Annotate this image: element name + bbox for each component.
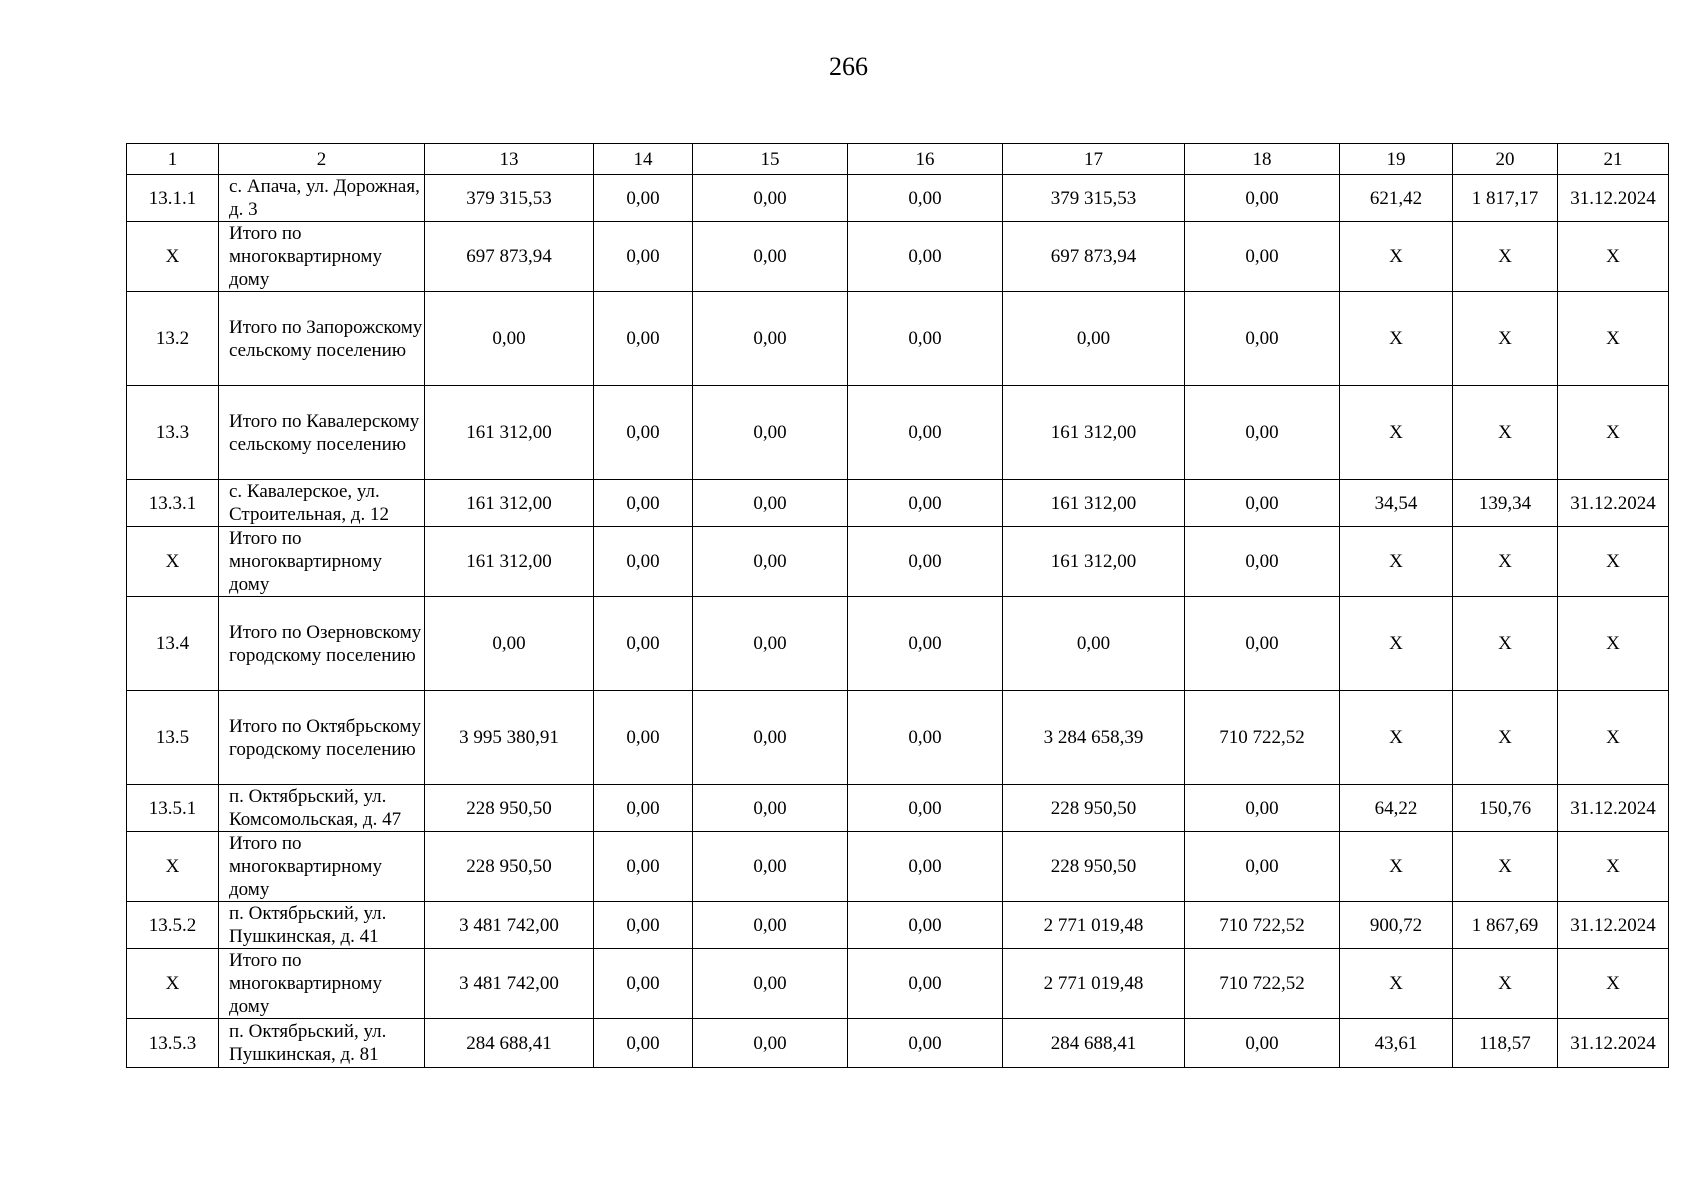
cell-col-20: Х: [1453, 292, 1558, 386]
cell-col-16: 0,00: [848, 222, 1003, 292]
cell-col-14: 0,00: [594, 785, 693, 832]
cell-col-13: 161 312,00: [425, 480, 594, 527]
row-number: 13.1.1: [127, 175, 219, 222]
cell-col-17: 284 688,41: [1003, 1019, 1185, 1068]
row-number: Х: [127, 832, 219, 902]
row-number: 13.2: [127, 292, 219, 386]
cell-col-13: 3 481 742,00: [425, 949, 594, 1019]
cell-col-20: Х: [1453, 597, 1558, 691]
table-row: [127, 691, 1669, 785]
table-row: [127, 785, 1669, 832]
cell-col-15: 0,00: [693, 386, 848, 480]
object-name: Итого по Октябрьскому городскому поселению: [219, 691, 425, 785]
cell-col-21: 31.12.2024: [1558, 785, 1669, 832]
row-number: 13.3: [127, 386, 219, 480]
cell-col-20: 118,57: [1453, 1019, 1558, 1068]
cell-col-16: 0,00: [848, 386, 1003, 480]
cell-col-18: 0,00: [1185, 480, 1340, 527]
cell-col-18: 0,00: [1185, 292, 1340, 386]
cell-col-15: 0,00: [693, 222, 848, 292]
cell-col-14: 0,00: [594, 691, 693, 785]
cell-col-21: Х: [1558, 949, 1669, 1019]
cell-col-15: 0,00: [693, 480, 848, 527]
cell-col-20: 1 867,69: [1453, 902, 1558, 949]
cell-col-21: Х: [1558, 386, 1669, 480]
cell-col-18: 0,00: [1185, 222, 1340, 292]
cell-col-20: 150,76: [1453, 785, 1558, 832]
cell-col-18: 710 722,52: [1185, 691, 1340, 785]
object-name: Итого по Кавалерскому сельскому поселению: [219, 386, 425, 480]
cell-col-14: 0,00: [594, 480, 693, 527]
table-row: [127, 949, 1669, 1019]
cell-col-21: 31.12.2024: [1558, 1019, 1669, 1068]
object-name: Итого по многоквартирному дому: [219, 222, 425, 292]
table-row: [127, 480, 1669, 527]
object-name: с. Апача, ул. Дорожная, д. 3: [219, 175, 425, 222]
cell-col-20: Х: [1453, 949, 1558, 1019]
cell-col-18: 0,00: [1185, 527, 1340, 597]
table-row: [127, 386, 1669, 480]
cell-col-16: 0,00: [848, 902, 1003, 949]
cell-col-19: Х: [1340, 691, 1453, 785]
cell-col-16: 0,00: [848, 175, 1003, 222]
cell-col-14: 0,00: [594, 1019, 693, 1068]
cell-col-17: 3 284 658,39: [1003, 691, 1185, 785]
cell-col-16: 0,00: [848, 527, 1003, 597]
cell-col-19: Х: [1340, 527, 1453, 597]
cell-col-17: 697 873,94: [1003, 222, 1185, 292]
cell-col-19: Х: [1340, 832, 1453, 902]
cell-col-19: Х: [1340, 597, 1453, 691]
cell-col-21: Х: [1558, 222, 1669, 292]
row-number: Х: [127, 949, 219, 1019]
cell-col-13: 3 995 380,91: [425, 691, 594, 785]
column-header: 18: [1185, 144, 1340, 175]
cell-col-21: 31.12.2024: [1558, 175, 1669, 222]
cell-col-14: 0,00: [594, 386, 693, 480]
object-name: п. Октябрьский, ул. Комсомольская, д. 47: [219, 785, 425, 832]
cell-col-18: 0,00: [1185, 597, 1340, 691]
cell-col-16: 0,00: [848, 949, 1003, 1019]
cell-col-19: Х: [1340, 949, 1453, 1019]
column-header: 14: [594, 144, 693, 175]
cell-col-13: 0,00: [425, 597, 594, 691]
cell-col-21: 31.12.2024: [1558, 480, 1669, 527]
row-number: 13.5.1: [127, 785, 219, 832]
cell-col-14: 0,00: [594, 292, 693, 386]
column-header: 19: [1340, 144, 1453, 175]
table-row: [127, 175, 1669, 222]
row-number: 13.4: [127, 597, 219, 691]
row-number: Х: [127, 527, 219, 597]
cell-col-20: Х: [1453, 222, 1558, 292]
object-name: Итого по многоквартирному дому: [219, 949, 425, 1019]
cell-col-16: 0,00: [848, 691, 1003, 785]
object-name: Итого по многоквартирному дому: [219, 832, 425, 902]
cell-col-13: 3 481 742,00: [425, 902, 594, 949]
cell-col-13: 161 312,00: [425, 386, 594, 480]
cell-col-16: 0,00: [848, 480, 1003, 527]
cell-col-15: 0,00: [693, 527, 848, 597]
object-name: п. Октябрьский, ул. Пушкинская, д. 81: [219, 1019, 425, 1068]
cell-col-15: 0,00: [693, 292, 848, 386]
row-number: 13.5.3: [127, 1019, 219, 1068]
cell-col-14: 0,00: [594, 832, 693, 902]
table-row: [127, 222, 1669, 292]
cell-col-13: 0,00: [425, 292, 594, 386]
column-header: 21: [1558, 144, 1669, 175]
column-header: 1: [127, 144, 219, 175]
cell-col-21: 31.12.2024: [1558, 902, 1669, 949]
cell-col-18: 710 722,52: [1185, 949, 1340, 1019]
cell-col-16: 0,00: [848, 597, 1003, 691]
object-name: с. Кавалерское, ул. Строительная, д. 12: [219, 480, 425, 527]
cell-col-18: 0,00: [1185, 1019, 1340, 1068]
cell-col-16: 0,00: [848, 832, 1003, 902]
cell-col-17: 2 771 019,48: [1003, 902, 1185, 949]
cell-col-17: 161 312,00: [1003, 480, 1185, 527]
row-number: 13.3.1: [127, 480, 219, 527]
cell-col-20: Х: [1453, 691, 1558, 785]
table-row: [127, 832, 1669, 902]
cell-col-13: 697 873,94: [425, 222, 594, 292]
column-header: 17: [1003, 144, 1185, 175]
table-row: [127, 527, 1669, 597]
column-header: 16: [848, 144, 1003, 175]
cell-col-21: Х: [1558, 691, 1669, 785]
cell-col-16: 0,00: [848, 1019, 1003, 1068]
cell-col-17: 2 771 019,48: [1003, 949, 1185, 1019]
row-number: 13.5.2: [127, 902, 219, 949]
row-number: 13.5: [127, 691, 219, 785]
cell-col-15: 0,00: [693, 691, 848, 785]
cell-col-20: 139,34: [1453, 480, 1558, 527]
cell-col-17: 379 315,53: [1003, 175, 1185, 222]
cell-col-14: 0,00: [594, 597, 693, 691]
cell-col-20: Х: [1453, 527, 1558, 597]
cell-col-18: 0,00: [1185, 785, 1340, 832]
object-name: Итого по многоквартирному дому: [219, 527, 425, 597]
column-number-row: [127, 144, 1669, 175]
cell-col-20: Х: [1453, 832, 1558, 902]
cell-col-21: Х: [1558, 292, 1669, 386]
table-row: [127, 1019, 1669, 1068]
column-header: 13: [425, 144, 594, 175]
cell-col-15: 0,00: [693, 175, 848, 222]
cell-col-15: 0,00: [693, 832, 848, 902]
object-name: Итого по Озерновскому городскому поселению: [219, 597, 425, 691]
data-table: [126, 143, 1669, 1068]
column-header: 20: [1453, 144, 1558, 175]
cell-col-18: 0,00: [1185, 175, 1340, 222]
table-row: [127, 292, 1669, 386]
table-row: [127, 902, 1669, 949]
row-number: Х: [127, 222, 219, 292]
object-name: п. Октябрьский, ул. Пушкинская, д. 41: [219, 902, 425, 949]
cell-col-15: 0,00: [693, 902, 848, 949]
cell-col-15: 0,00: [693, 949, 848, 1019]
cell-col-16: 0,00: [848, 785, 1003, 832]
cell-col-21: Х: [1558, 597, 1669, 691]
cell-col-14: 0,00: [594, 949, 693, 1019]
cell-col-19: 621,42: [1340, 175, 1453, 222]
cell-col-15: 0,00: [693, 1019, 848, 1068]
cell-col-19: 43,61: [1340, 1019, 1453, 1068]
cell-col-20: 1 817,17: [1453, 175, 1558, 222]
cell-col-19: 900,72: [1340, 902, 1453, 949]
cell-col-15: 0,00: [693, 597, 848, 691]
cell-col-17: 161 312,00: [1003, 386, 1185, 480]
cell-col-13: 228 950,50: [425, 785, 594, 832]
cell-col-19: 64,22: [1340, 785, 1453, 832]
cell-col-21: Х: [1558, 527, 1669, 597]
cell-col-13: 161 312,00: [425, 527, 594, 597]
cell-col-14: 0,00: [594, 222, 693, 292]
cell-col-13: 228 950,50: [425, 832, 594, 902]
cell-col-14: 0,00: [594, 527, 693, 597]
cell-col-14: 0,00: [594, 175, 693, 222]
cell-col-17: 228 950,50: [1003, 832, 1185, 902]
column-header: 2: [219, 144, 425, 175]
cell-col-15: 0,00: [693, 785, 848, 832]
object-name: Итого по Запорожскому сельскому поселению: [219, 292, 425, 386]
cell-col-16: 0,00: [848, 292, 1003, 386]
cell-col-18: 710 722,52: [1185, 902, 1340, 949]
page-number: 266: [829, 52, 868, 81]
table-row: [127, 597, 1669, 691]
cell-col-17: 0,00: [1003, 597, 1185, 691]
cell-col-21: Х: [1558, 832, 1669, 902]
cell-col-19: Х: [1340, 386, 1453, 480]
cell-col-20: Х: [1453, 386, 1558, 480]
cell-col-19: Х: [1340, 292, 1453, 386]
cell-col-19: 34,54: [1340, 480, 1453, 527]
cell-col-17: 0,00: [1003, 292, 1185, 386]
cell-col-13: 284 688,41: [425, 1019, 594, 1068]
cell-col-14: 0,00: [594, 902, 693, 949]
cell-col-17: 228 950,50: [1003, 785, 1185, 832]
cell-col-18: 0,00: [1185, 386, 1340, 480]
cell-col-17: 161 312,00: [1003, 527, 1185, 597]
cell-col-18: 0,00: [1185, 832, 1340, 902]
column-header: 15: [693, 144, 848, 175]
cell-col-13: 379 315,53: [425, 175, 594, 222]
cell-col-19: Х: [1340, 222, 1453, 292]
